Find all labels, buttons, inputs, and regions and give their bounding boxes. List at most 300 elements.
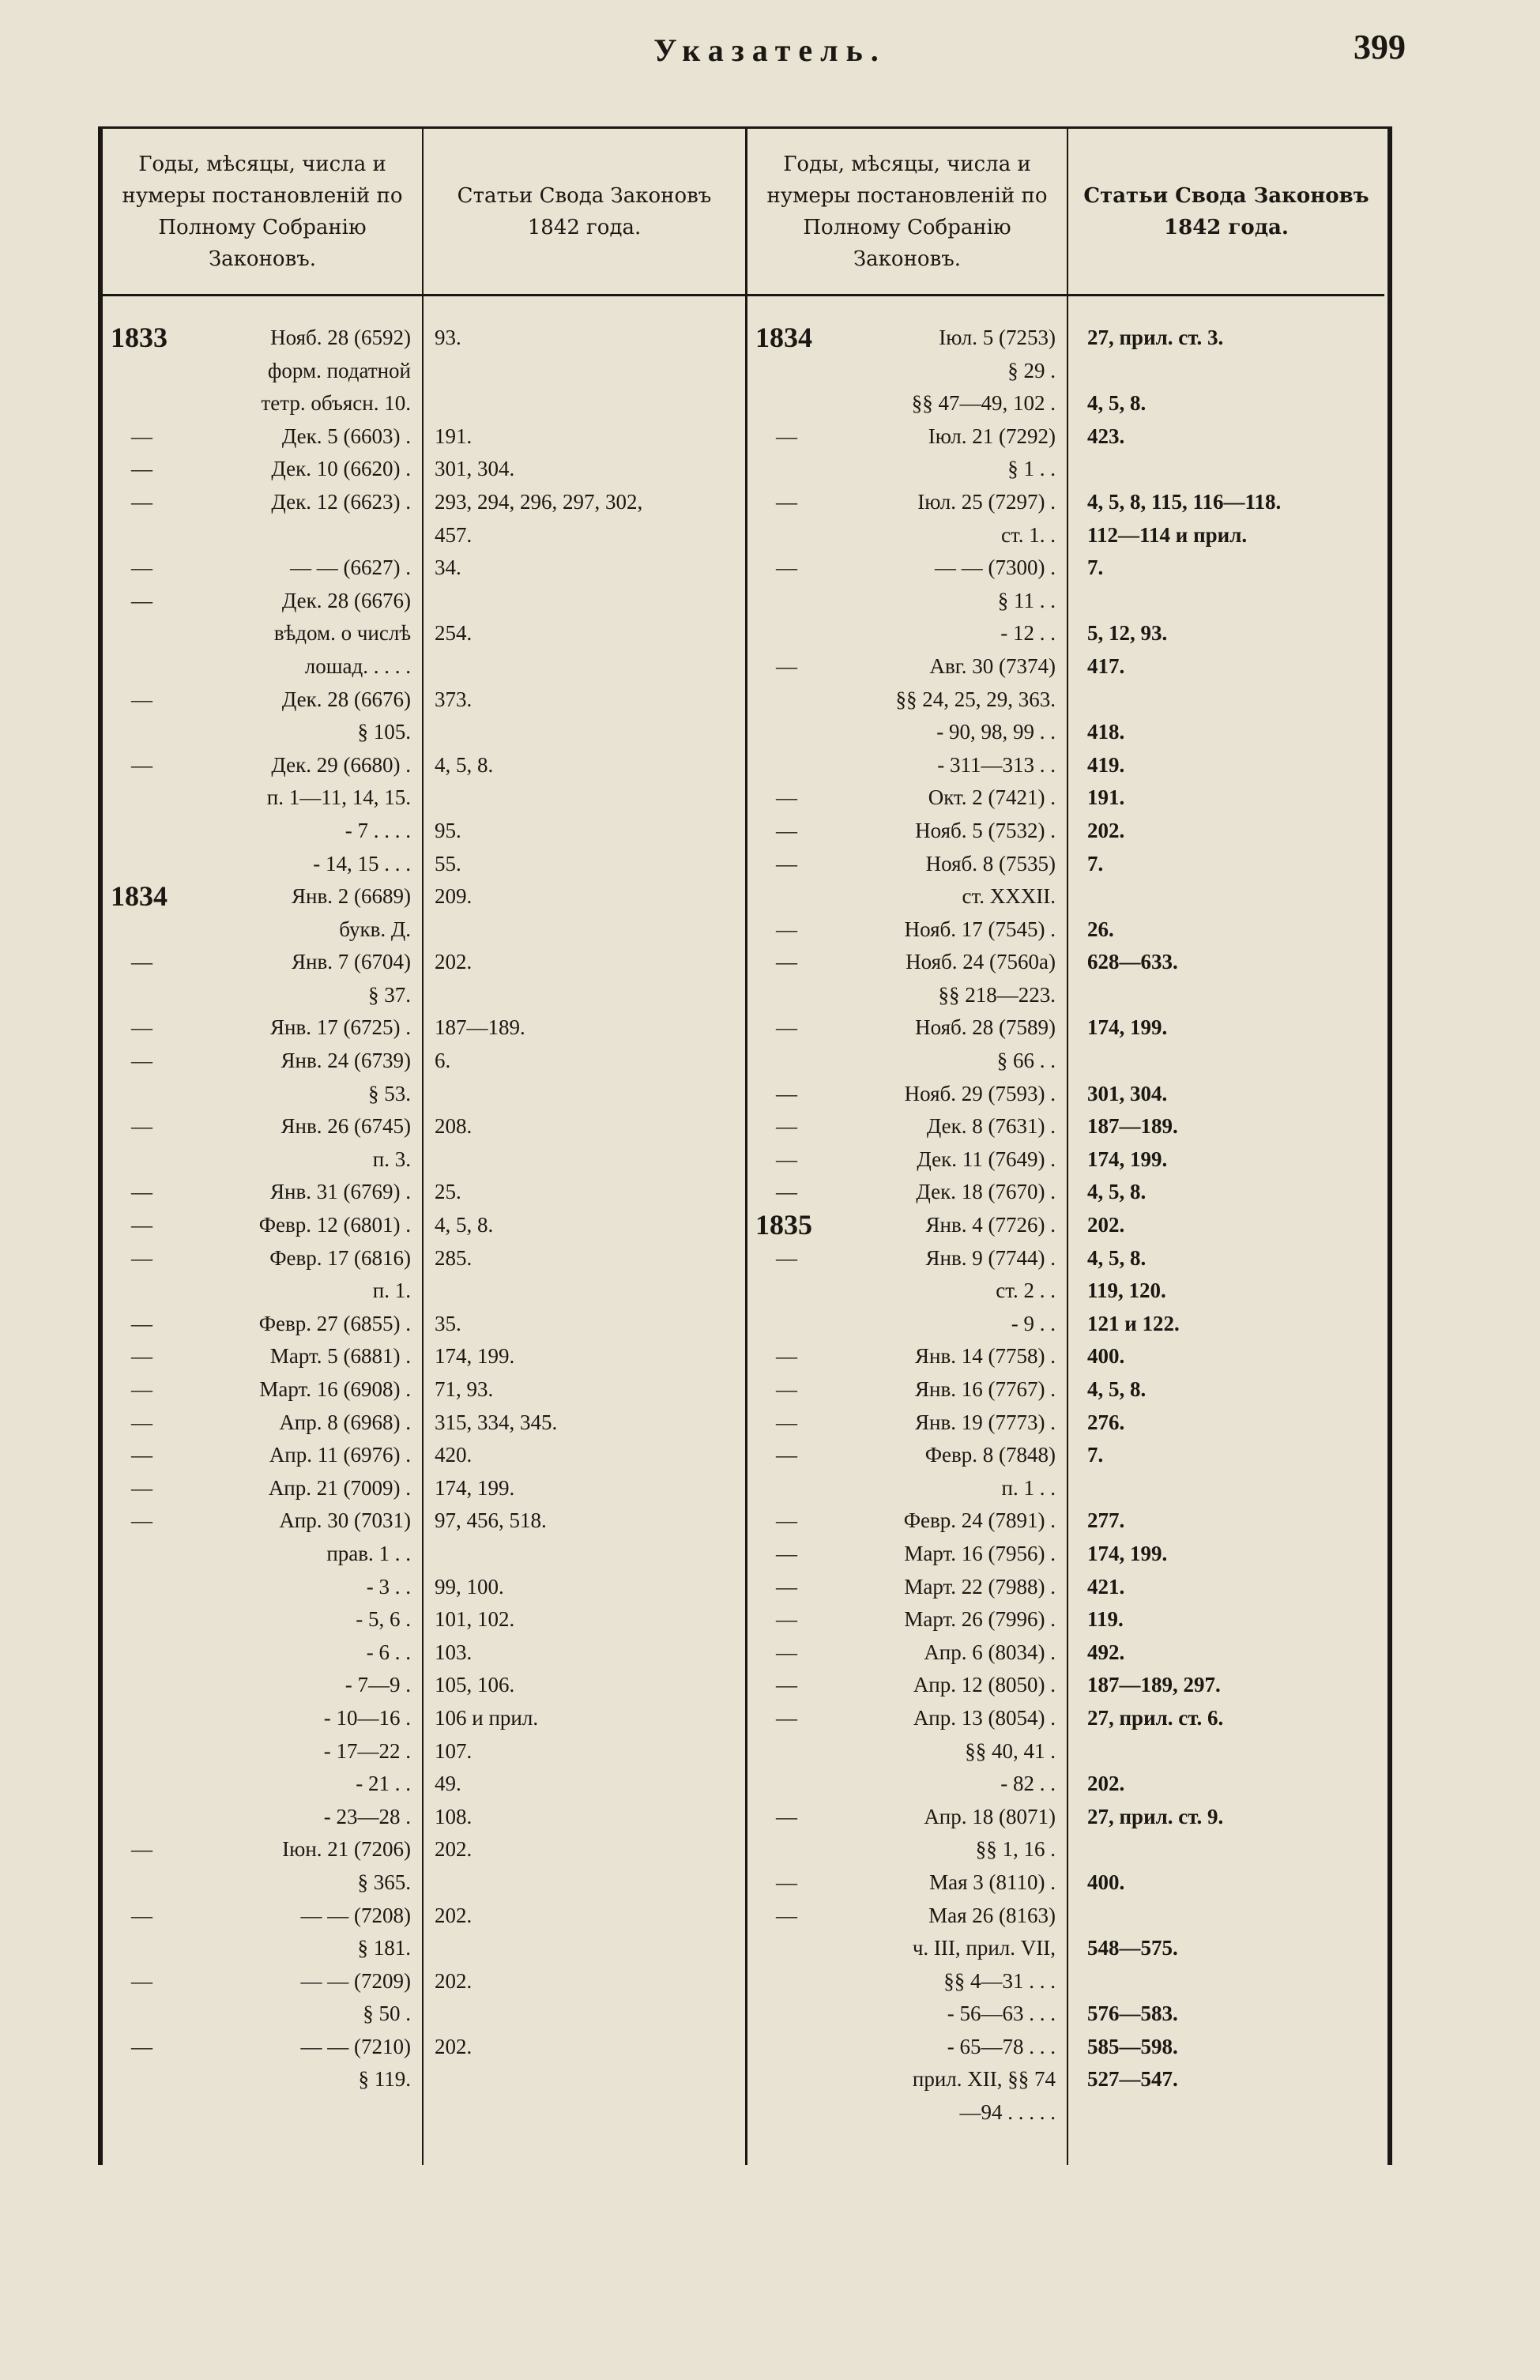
index-row <box>103 1833 745 1866</box>
index-row <box>103 1242 745 1275</box>
index-row <box>747 749 1388 782</box>
index-table <box>98 126 1392 2165</box>
year-marker: — <box>131 588 152 612</box>
decree-text: ст. XXXII. <box>962 884 1056 909</box>
decree-text: ст. 1. . <box>1000 522 1056 547</box>
index-row <box>103 1340 745 1373</box>
decree-text: § 53. <box>368 1081 411 1105</box>
index-row <box>103 1932 745 1965</box>
decree-text: § 66 . . <box>996 1049 1056 1073</box>
decree-text: - 12 . . <box>1000 621 1056 646</box>
code-articles: 25. <box>435 1180 461 1204</box>
year-marker: — <box>776 1804 797 1828</box>
decree-text: букв. Д. <box>339 917 411 941</box>
index-row <box>103 486 745 519</box>
decree-text: Дек. 10 (6620) . <box>271 457 411 481</box>
code-articles: 119, 120. <box>1087 1278 1166 1303</box>
index-row <box>103 552 745 585</box>
code-articles: 301, 304. <box>1087 1081 1168 1105</box>
code-articles: 400. <box>1087 1870 1125 1894</box>
code-articles: 174, 199. <box>1087 1015 1168 1040</box>
decree-text: Март. 16 (7956) . <box>904 1541 1056 1565</box>
year-marker: — <box>776 424 797 448</box>
index-row <box>103 749 745 782</box>
index-row <box>747 420 1388 454</box>
index-row <box>103 1045 745 1078</box>
decree-text: Янв. 19 (7773) . <box>915 1410 1056 1434</box>
decree-text: — — (6627) . <box>290 555 411 580</box>
year-marker: — <box>776 555 797 580</box>
code-articles: 26. <box>1087 917 1114 941</box>
code-articles: 108. <box>435 1804 473 1828</box>
year-marker: — <box>131 752 152 777</box>
code-articles: 5, 12, 93. <box>1087 621 1168 646</box>
code-articles: 4, 5, 8. <box>1087 1180 1147 1204</box>
decree-text: Дек. 28 (6676) <box>281 687 411 711</box>
decree-text: Март. 26 (7996) . <box>904 1607 1056 1632</box>
decree-text: — — (7210) <box>300 2034 411 2058</box>
index-row <box>747 2031 1388 2064</box>
index-row <box>103 453 745 486</box>
code-articles: 7. <box>1087 555 1104 580</box>
code-articles: 187—189. <box>1087 1114 1178 1139</box>
decree-text: прав. 1 . . <box>326 1541 411 1565</box>
index-row <box>747 1078 1388 1111</box>
index-row <box>747 1340 1388 1373</box>
decree-text: Нояб. 24 (7560а) <box>906 950 1056 974</box>
decree-text: форм. податной <box>267 358 411 382</box>
decree-text: § 181. <box>357 1936 411 1960</box>
index-row <box>747 1209 1388 1242</box>
year-marker: — <box>131 1968 152 1993</box>
index-row <box>103 716 745 749</box>
index-row <box>747 585 1388 618</box>
index-row <box>103 1801 745 1834</box>
year-marker: — <box>776 1147 797 1171</box>
index-row <box>747 1407 1388 1440</box>
code-articles: 106 и прил. <box>435 1705 539 1730</box>
right-rows <box>747 322 1388 2130</box>
index-row <box>747 1669 1388 1702</box>
code-articles: 97, 456, 518. <box>435 1508 547 1533</box>
code-articles: 293, 294, 296, 297, 302, <box>435 489 643 514</box>
code-articles: 191. <box>435 424 473 448</box>
year-marker: — <box>776 950 797 974</box>
year-marker: — <box>131 1508 152 1533</box>
year-marker: — <box>131 1344 152 1369</box>
decree-text: Янв. 24 (6739) <box>281 1049 411 1073</box>
year-marker: — <box>131 1049 152 1073</box>
index-row <box>747 1143 1388 1177</box>
decree-text: §§ 218—223. <box>938 982 1056 1007</box>
code-articles: 277. <box>1087 1508 1125 1533</box>
code-articles: 202. <box>1087 1213 1125 1237</box>
index-row <box>103 1472 745 1505</box>
index-row <box>103 1439 745 1472</box>
code-articles: 202. <box>435 1903 473 1927</box>
decree-text: - 23—28 . <box>323 1804 411 1828</box>
code-articles: 548—575. <box>1087 1936 1178 1960</box>
decree-text: Мая 3 (8110) . <box>929 1870 1056 1894</box>
code-articles: 101, 102. <box>435 1607 515 1632</box>
decree-text: - 9 . . <box>1011 1311 1056 1335</box>
index-row <box>747 683 1388 717</box>
index-row <box>747 913 1388 947</box>
code-articles: 421. <box>1087 1574 1125 1599</box>
index-row <box>103 1407 745 1440</box>
year-marker: — <box>776 1180 797 1204</box>
index-row <box>103 1603 745 1636</box>
code-articles: 99, 100. <box>435 1574 504 1599</box>
year-marker: — <box>131 2034 152 2058</box>
decree-text: - 65—78 . . . <box>947 2034 1056 2058</box>
year-marker: — <box>776 851 797 876</box>
index-row <box>103 683 745 717</box>
code-articles: 417. <box>1087 653 1125 678</box>
index-row <box>747 1176 1388 1209</box>
decree-text: п. 1 . . <box>1001 1475 1056 1500</box>
code-articles: 174, 199. <box>435 1475 515 1500</box>
decree-text: Нояб. 29 (7593) . <box>904 1081 1056 1105</box>
index-row <box>103 650 745 683</box>
year-marker: — <box>776 1508 797 1533</box>
decree-text: Февр. 12 (6801) . <box>258 1213 411 1237</box>
year-marker: — <box>776 1377 797 1401</box>
code-articles: 209. <box>435 884 473 909</box>
decree-text: Апр. 18 (8071) <box>924 1804 1056 1828</box>
decree-text: §§ 4—31 . . . <box>943 1968 1056 1993</box>
code-articles: 174, 199. <box>1087 1541 1168 1565</box>
code-articles: 191. <box>1087 785 1125 810</box>
index-row <box>103 848 745 881</box>
year-marker: — <box>776 1410 797 1434</box>
decree-text: § 50 . <box>363 2002 411 2026</box>
decree-text: Янв. 4 (7726) . <box>925 1213 1056 1237</box>
decree-text: §§ 24, 25, 29, 363. <box>895 687 1056 711</box>
year-marker: 1834 <box>755 322 812 353</box>
decree-text: ч. III, прил. VII, <box>912 1936 1056 1960</box>
left-rows <box>103 322 745 2096</box>
year-marker: — <box>131 687 152 711</box>
index-row <box>747 1045 1388 1078</box>
index-row <box>747 1011 1388 1045</box>
year-marker: — <box>131 1180 152 1204</box>
decree-text: Іюн. 21 (7206) <box>282 1837 411 1862</box>
year-marker: — <box>776 1870 797 1894</box>
decree-text: § 365. <box>357 1870 411 1894</box>
year-marker: — <box>131 1410 152 1434</box>
index-row <box>747 815 1388 848</box>
code-articles: 492. <box>1087 1640 1125 1664</box>
year-marker: — <box>776 1114 797 1139</box>
year-marker: — <box>776 1443 797 1467</box>
index-row <box>747 1504 1388 1538</box>
code-articles: 301, 304. <box>435 457 515 481</box>
code-articles: 187—189. <box>435 1015 525 1040</box>
year-marker: — <box>131 1837 152 1862</box>
decree-text: Дек. 18 (7670) . <box>916 1180 1056 1204</box>
decree-text: Янв. 17 (6725) . <box>270 1015 411 1040</box>
index-row <box>103 1275 745 1308</box>
index-row <box>747 1472 1388 1505</box>
index-row <box>747 519 1388 552</box>
index-row <box>747 1275 1388 1308</box>
index-row <box>747 979 1388 1012</box>
decree-text: - 14, 15 . . . <box>313 851 411 876</box>
code-articles: 95. <box>435 818 461 842</box>
index-row <box>747 2096 1388 2130</box>
year-marker: — <box>131 1475 152 1500</box>
code-articles: 315, 334, 345. <box>435 1410 558 1434</box>
index-row <box>747 1538 1388 1571</box>
decree-text: - 56—63 . . . <box>947 2002 1056 2026</box>
code-articles: 628—633. <box>1087 950 1178 974</box>
index-row <box>103 1176 745 1209</box>
year-marker: 1833 <box>111 322 168 353</box>
index-row <box>103 1702 745 1735</box>
code-articles: 202. <box>435 1837 473 1862</box>
decree-text: Апр. 8 (6968) . <box>279 1410 411 1434</box>
index-row <box>103 1011 745 1045</box>
year-marker: — <box>776 1574 797 1599</box>
code-articles: 423. <box>1087 424 1125 448</box>
decree-text: ст. 2 . . <box>996 1278 1056 1303</box>
decree-text: Янв. 14 (7758) . <box>915 1344 1056 1369</box>
decree-text: Март. 22 (7988) . <box>904 1574 1056 1599</box>
code-articles: 105, 106. <box>435 1673 515 1697</box>
index-row <box>103 979 745 1012</box>
code-articles: 254. <box>435 621 473 646</box>
index-row <box>747 1900 1388 1933</box>
index-row <box>103 781 745 815</box>
right-half <box>747 129 1388 2165</box>
decree-text: - 17—22 . <box>323 1738 411 1763</box>
decree-text: - 82 . . <box>1000 1772 1056 1796</box>
index-row <box>103 1998 745 2031</box>
decree-text: Апр. 21 (7009) . <box>268 1475 411 1500</box>
index-row <box>103 1900 745 1933</box>
year-marker: — <box>131 1114 152 1139</box>
code-articles: 71, 93. <box>435 1377 494 1401</box>
code-articles: 103. <box>435 1640 473 1664</box>
year-marker: — <box>776 1607 797 1632</box>
decree-text: Дек. 8 (7631) . <box>926 1114 1056 1139</box>
year-marker: — <box>776 917 797 941</box>
decree-text: - 5, 6 . <box>356 1607 411 1632</box>
index-row <box>103 946 745 979</box>
index-row <box>747 322 1388 355</box>
decree-text: - 7—9 . <box>345 1673 411 1697</box>
code-articles: 119. <box>1087 1607 1124 1632</box>
index-row <box>747 552 1388 585</box>
decree-text: Нояб. 28 (6592) <box>270 326 411 349</box>
code-articles: 208. <box>435 1114 473 1139</box>
year-marker: — <box>131 1015 152 1040</box>
code-articles: 202. <box>435 1968 473 1993</box>
decree-text: Нояб. 17 (7545) . <box>904 917 1056 941</box>
index-row <box>103 1078 745 1111</box>
code-articles: 285. <box>435 1245 473 1270</box>
index-row <box>747 617 1388 650</box>
decree-text: - 90, 98, 99 . . <box>936 720 1056 744</box>
index-row <box>747 716 1388 749</box>
code-articles: 187—189, 297. <box>1087 1673 1221 1697</box>
decree-text: Дек. 11 (7649) . <box>917 1147 1056 1171</box>
decree-text: тетр. объясн. 10. <box>261 391 411 416</box>
decree-text: - 10—16 . <box>323 1705 411 1730</box>
year-marker: — <box>776 1344 797 1369</box>
year-marker: — <box>131 1903 152 1927</box>
code-articles: 585—598. <box>1087 2034 1178 2058</box>
code-articles: 93. <box>435 326 461 349</box>
decree-text: Февр. 24 (7891) . <box>903 1508 1056 1533</box>
index-row <box>747 486 1388 519</box>
decree-text: Дек. 28 (6676) <box>281 588 411 612</box>
decree-text: - 6 . . <box>366 1640 411 1664</box>
index-row <box>103 387 745 420</box>
page-title: Указатель. <box>653 32 887 68</box>
year-marker: — <box>776 1705 797 1730</box>
year-marker: 1835 <box>755 1209 812 1241</box>
year-marker: — <box>776 1081 797 1105</box>
decree-text: Апр. 12 (8050) . <box>913 1673 1056 1697</box>
decree-text: п. 1. <box>372 1278 411 1303</box>
index-row <box>103 1866 745 1900</box>
year-marker: — <box>776 489 797 514</box>
decree-text: Март. 5 (6881) . <box>269 1344 411 1369</box>
year-marker: — <box>131 1213 152 1237</box>
index-row <box>747 387 1388 420</box>
decree-text: Февр. 8 (7848) <box>924 1443 1056 1467</box>
index-row <box>103 1143 745 1177</box>
index-row <box>103 420 745 454</box>
code-articles: 27, прил. ст. 6. <box>1087 1705 1224 1730</box>
index-row <box>747 1998 1388 2031</box>
year-marker: — <box>776 818 797 842</box>
decree-text: §§ 47—49, 102 . <box>911 391 1056 416</box>
decree-text: Авг. 30 (7374) <box>929 653 1056 678</box>
decree-text: § 1 . . <box>1007 457 1056 481</box>
decree-text: - 311—313 . . <box>937 752 1056 777</box>
code-articles: 202. <box>435 950 473 974</box>
index-row <box>747 1801 1388 1834</box>
index-row <box>103 1768 745 1801</box>
year-marker: — <box>776 653 797 678</box>
index-row <box>103 1669 745 1702</box>
index-row <box>747 1636 1388 1670</box>
code-articles: 107. <box>435 1738 473 1763</box>
code-articles: 7. <box>1087 1443 1104 1467</box>
year-marker: — <box>776 1673 797 1697</box>
code-articles: 419. <box>1087 752 1125 777</box>
decree-text: — — (7209) <box>300 1968 411 1993</box>
index-row <box>103 1110 745 1143</box>
decree-text: Апр. 11 (6976) . <box>269 1443 411 1467</box>
year-marker: — <box>131 555 152 580</box>
decree-text: —94 . . . . . <box>959 2100 1056 2125</box>
index-row <box>747 2063 1388 2096</box>
index-row <box>747 1571 1388 1604</box>
year-marker: — <box>131 1245 152 1270</box>
index-row <box>747 1866 1388 1900</box>
index-row <box>747 880 1388 913</box>
index-row <box>747 1932 1388 1965</box>
decree-text: Іюл. 5 (7253) <box>939 326 1056 349</box>
index-row <box>103 1965 745 1998</box>
year-marker: — <box>776 785 797 810</box>
decree-text: — — (7208) <box>300 1903 411 1927</box>
right-col1-header: Годы, мѣсяцы, числа и нумеры постановленій по Полному Собранію Законовъ. <box>747 129 1067 296</box>
index-row <box>747 453 1388 486</box>
code-articles: 202. <box>435 2034 473 2058</box>
decree-text: § 29 . <box>1007 358 1056 382</box>
decree-text: - 21 . . <box>356 1772 411 1796</box>
decree-text: Февр. 27 (6855) . <box>258 1311 411 1335</box>
index-row <box>747 848 1388 881</box>
index-row <box>103 322 745 355</box>
code-articles: 373. <box>435 687 473 711</box>
decree-text: § 119. <box>358 2067 411 2092</box>
index-row <box>747 1110 1388 1143</box>
code-articles: 457. <box>435 522 473 547</box>
code-articles: 202. <box>1087 818 1125 842</box>
decree-text: Март. 16 (6908) . <box>259 1377 411 1401</box>
decree-text: Янв. 16 (7767) . <box>915 1377 1056 1401</box>
index-row <box>747 1373 1388 1407</box>
decree-text: п. 1—11, 14, 15. <box>266 785 411 810</box>
year-marker: — <box>776 1245 797 1270</box>
year-marker: — <box>131 489 152 514</box>
code-articles: 202. <box>1087 1772 1125 1796</box>
code-articles: 34. <box>435 555 461 580</box>
index-row <box>103 1504 745 1538</box>
decree-text: Янв. 7 (6704) <box>292 950 411 974</box>
year-marker: — <box>131 1443 152 1467</box>
index-row <box>747 1768 1388 1801</box>
code-articles: 27, прил. ст. 3. <box>1087 326 1224 349</box>
decree-text: Нояб. 28 (7589) <box>915 1015 1056 1040</box>
code-articles: 4, 5, 8. <box>435 1213 494 1237</box>
decree-text: Нояб. 8 (7535) <box>925 851 1056 876</box>
code-articles: 4, 5, 8. <box>435 752 494 777</box>
decree-text: Іюл. 25 (7297) . <box>917 489 1056 514</box>
index-row <box>103 617 745 650</box>
left-col1-header: Годы, мѣсяцы, числа и нумеры постановленій по Полному Собранію Законовъ. <box>103 129 422 296</box>
year-marker: — <box>776 1015 797 1040</box>
index-row <box>747 1603 1388 1636</box>
decree-text: Іюл. 21 (7292) <box>928 424 1056 448</box>
code-articles: 7. <box>1087 851 1104 876</box>
code-articles: 4, 5, 8. <box>1087 1377 1147 1401</box>
decree-text: Апр. 13 (8054) . <box>913 1705 1056 1730</box>
decree-text: вѣдом. о числѣ <box>273 621 411 646</box>
code-articles: 527—547. <box>1087 2067 1178 2092</box>
index-row <box>747 1242 1388 1275</box>
year-marker: — <box>776 1541 797 1565</box>
index-row <box>103 355 745 388</box>
index-row <box>747 1833 1388 1866</box>
decree-text: Нояб. 5 (7532) . <box>915 818 1056 842</box>
decree-text: - 3 . . <box>366 1574 411 1599</box>
decree-text: Янв. 2 (6689) <box>292 884 411 909</box>
code-articles: 576—583. <box>1087 2002 1178 2026</box>
index-row <box>103 1571 745 1604</box>
code-articles: 174, 199. <box>1087 1147 1168 1171</box>
index-row <box>103 913 745 947</box>
right-col2-header: Статьи Свода Законовъ 1842 года. <box>1068 129 1384 296</box>
code-articles: 400. <box>1087 1344 1125 1369</box>
decree-text: — — (7300) . <box>935 555 1056 580</box>
